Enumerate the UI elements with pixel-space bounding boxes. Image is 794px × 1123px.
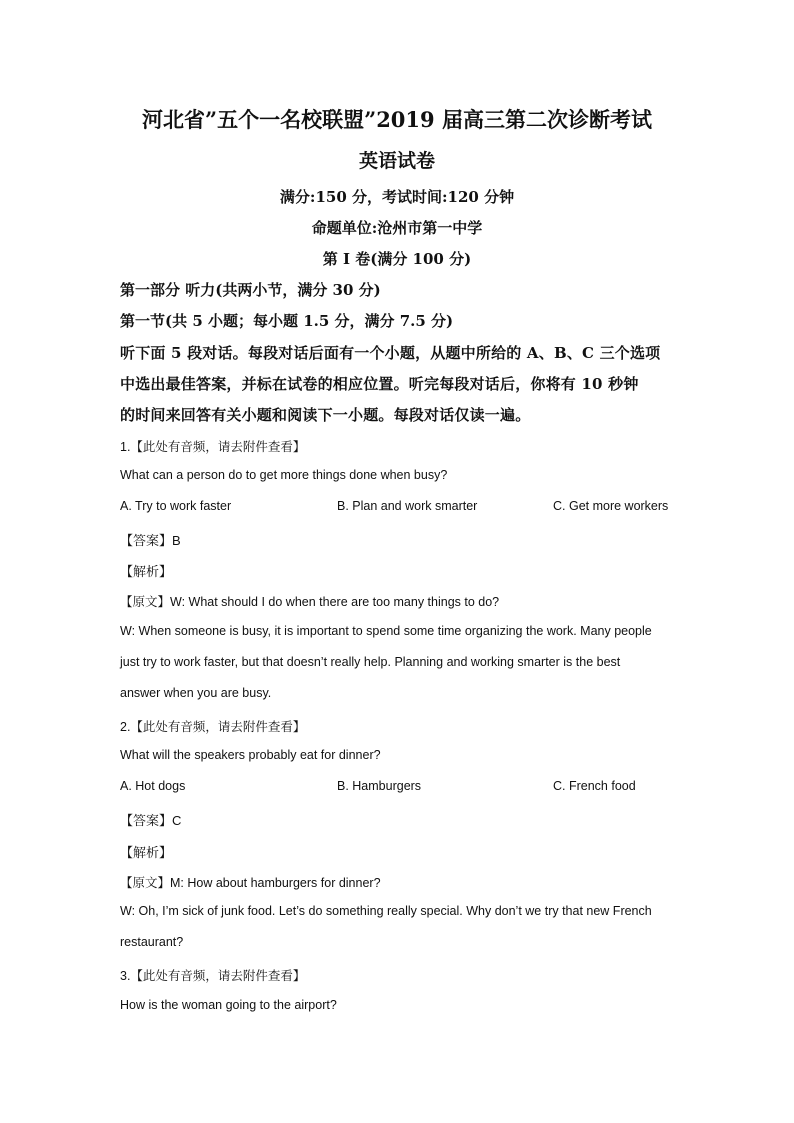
section-one-heading: 第一节(共 5 小题；每小题 1.5 分，满分 7.5 分) — [120, 312, 454, 330]
question-2-analysis: 【解析】 — [120, 845, 173, 860]
question-2-option-c: C. French food — [553, 779, 636, 793]
question-2-answer: 【答案】C — [120, 813, 182, 828]
question-2-transcript-line: 【原文】M: How about hamburgers for dinner? — [120, 876, 381, 890]
question-2-transcript-line: W: Oh, I’m sick of junk food. Let’s do something really special. Why don’t we try that new French — [120, 904, 652, 918]
question-1-transcript-line: 【原文】W: What should I do when there are too many things to do? — [120, 595, 500, 609]
question-1-analysis: 【解析】 — [120, 564, 173, 579]
question-2-option-b: B. Hamburgers — [337, 779, 422, 793]
instruction-line: 中选出最佳答案，并标在试卷的相应位置。听完每段对话后，你将有 10 秒钟 — [120, 375, 639, 393]
question-1-option-a: A. Try to work faster — [120, 499, 232, 513]
instruction-line: 的时间来回答有关小题和阅读下一小题。每段对话仅读一遍。 — [120, 406, 531, 424]
exam-subtitle: 英语试卷 — [358, 150, 435, 172]
question-1-option-b: B. Plan and work smarter — [337, 499, 478, 513]
question-1-transcript-line: answer when you are busy. — [120, 686, 272, 700]
question-2-header: 2.【此处有音频，请去附件查看】 — [120, 720, 306, 734]
setter-unit: 命题单位:沧州市第一中学 — [311, 219, 483, 237]
exam-title: 河北省”五个一名校联盟”2019 届高三第二次诊断考试 — [142, 107, 652, 132]
question-2-option-a: A. Hot dogs — [120, 779, 186, 793]
question-1-answer: 【答案】B — [120, 533, 181, 548]
score-time-info: 满分:150 分，考试时间:120 分钟 — [279, 188, 515, 206]
question-2-transcript-line: restaurant? — [120, 935, 184, 949]
question-3-stem: How is the woman going to the airport? — [120, 998, 337, 1012]
question-3-header: 3.【此处有音频，请去附件查看】 — [120, 969, 306, 983]
question-2-stem: What will the speakers probably eat for dinner? — [120, 748, 381, 762]
volume-heading: 第 I 卷(满分 100 分) — [322, 250, 472, 268]
part-one-heading: 第一部分 听力(共两小节，满分 30 分) — [120, 281, 381, 299]
question-1-transcript-line: W: When someone is busy, it is important to spend some time organizing the work. Many people — [120, 624, 652, 638]
question-1-stem: What can a person do to get more things done when busy? — [120, 468, 448, 482]
instruction-line: 听下面 5 段对话。每段对话后面有一个小题，从题中所给的 A、B、C 三个选项 — [120, 344, 661, 362]
question-1-header: 1.【此处有音频，请去附件查看】 — [120, 440, 306, 454]
question-1-transcript-line: just try to work faster, but that doesn’t really help. Planning and working smarter is the best — [120, 655, 621, 669]
question-1-option-c: C. Get more workers — [553, 499, 669, 513]
